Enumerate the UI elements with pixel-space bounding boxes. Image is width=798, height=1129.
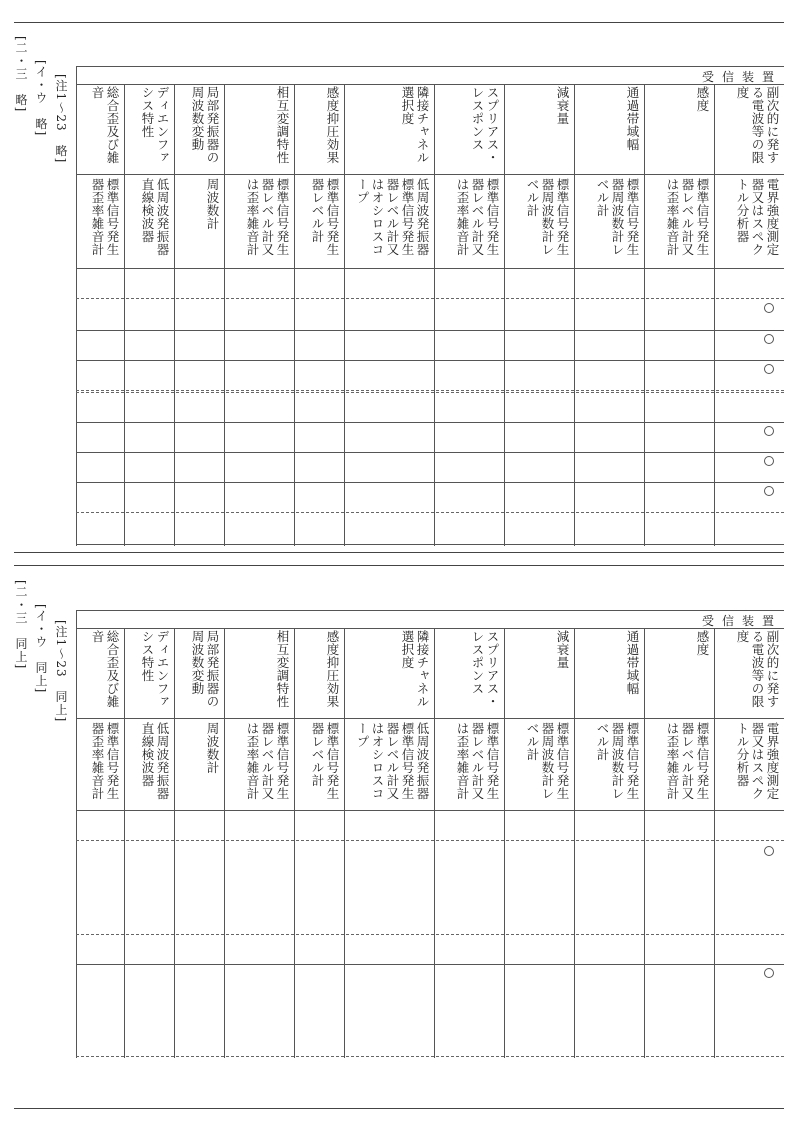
mark-circle — [764, 968, 774, 978]
column-item-label: 副次的に発する電波等の限度 — [735, 630, 780, 708]
column-instrument-label: 標準信号発生器レベル計又は歪率雑音計 — [455, 722, 500, 800]
note-ref: [注1～23 略] — [54, 74, 68, 164]
column-instrument-label: 標準信号発生器レベル計 — [310, 178, 340, 256]
column-instrument-label: 電界強度測定器又はスペクトル分析器 — [735, 178, 780, 256]
column-instrument-label: 標準信号発生器周波数計レベル計 — [525, 722, 570, 800]
column-divider — [124, 84, 125, 546]
column-divider — [574, 628, 575, 1058]
column-divider — [294, 628, 295, 1058]
column-divider — [174, 84, 175, 546]
column-instrument-label: 標準信号発生器レベル計又は歪率雑音計 — [455, 178, 500, 256]
column-instrument-label: 標準信号発生器レベル計又は歪率雑音計 — [665, 722, 710, 800]
column-item-label: 通過帯域幅 — [625, 630, 640, 695]
bottom-rule — [14, 1108, 784, 1109]
column-instrument-label: 低周波発振器標準信号発生器レベル計又はオシロスコープ — [355, 722, 430, 800]
ref-item: [イ・ウ 略] — [34, 60, 48, 137]
ref-item: [イ・ウ 同上] — [34, 604, 48, 694]
receiver-table — [76, 66, 784, 546]
column-item-label: 感度抑圧効果 — [325, 86, 340, 164]
column-divider — [714, 84, 715, 546]
column-divider — [224, 628, 225, 1058]
column-item-label: スプリアス・レスポンス — [470, 630, 500, 708]
receiver-label: 受信装置 — [701, 614, 782, 628]
column-instrument-label: 周波数計 — [205, 722, 220, 774]
mark-circle — [764, 456, 774, 466]
receiver-label: 受信装置 — [701, 70, 782, 84]
column-instrument-label: 標準信号発生器レベル計又は歪率雑音計 — [245, 178, 290, 256]
column-item-label: 局部発振器の周波数変動 — [190, 86, 220, 164]
column-divider — [644, 84, 645, 546]
note-ref: [注1～23 同上] — [54, 620, 68, 723]
column-instrument-label: 標準信号発生器周波数計レベル計 — [595, 178, 640, 256]
column-divider — [504, 84, 505, 546]
column-item-label: 隣接チャネル選択度 — [400, 86, 430, 164]
column-item-label: 副次的に発する電波等の限度 — [735, 86, 780, 164]
mark-circle — [764, 846, 774, 856]
ref-section: [二・三 略] — [14, 36, 28, 113]
column-divider — [434, 84, 435, 546]
column-item-label: 減衰量 — [555, 86, 570, 125]
column-divider — [294, 84, 295, 546]
column-item-label: 総合歪及び雑音 — [90, 630, 120, 708]
column-item-label: スプリアス・レスポンス — [470, 86, 500, 164]
column-item-label: 通過帯域幅 — [625, 86, 640, 151]
column-instrument-label: 低周波発振器直線検波器 — [140, 178, 170, 256]
column-item-label: 相互変調特性 — [275, 630, 290, 708]
column-instrument-label: 標準信号発生器周波数計レベル計 — [595, 722, 640, 800]
top-rule — [14, 22, 784, 23]
mark-circle — [764, 334, 774, 344]
column-item-label: ディエンファシス特性 — [140, 86, 170, 164]
column-divider — [714, 628, 715, 1058]
mark-circle — [764, 426, 774, 436]
column-instrument-label: 標準信号発生器周波数計レベル計 — [525, 178, 570, 256]
column-divider — [174, 628, 175, 1058]
column-item-label: 隣接チャネル選択度 — [400, 630, 430, 708]
column-item-label: 感度抑圧効果 — [325, 630, 340, 708]
column-instrument-label: 標準信号発生器レベル計 — [310, 722, 340, 800]
column-divider — [124, 628, 125, 1058]
column-item-label: 感度 — [695, 86, 710, 112]
column-item-label: 局部発振器の周波数変動 — [190, 630, 220, 708]
column-divider — [344, 628, 345, 1058]
column-item-label: 総合歪及び雑音 — [90, 86, 120, 164]
column-divider — [574, 84, 575, 546]
column-instrument-label: 標準信号発生器レベル計又は歪率雑音計 — [665, 178, 710, 256]
ref-section: [二・三 同上] — [14, 580, 28, 670]
column-instrument-label: 電界強度測定器又はスペクトル分析器 — [735, 722, 780, 800]
column-instrument-label: 低周波発振器直線検波器 — [140, 722, 170, 800]
column-instrument-label: 標準信号発生器歪率雑音計 — [90, 178, 120, 256]
column-divider — [434, 628, 435, 1058]
column-item-label: 減衰量 — [555, 630, 570, 669]
mark-circle — [764, 303, 774, 313]
column-divider — [224, 84, 225, 546]
column-instrument-label: 標準信号発生器歪率雑音計 — [90, 722, 120, 800]
receiver-table — [76, 610, 784, 1058]
mark-circle — [764, 486, 774, 496]
column-instrument-label: 周波数計 — [205, 178, 220, 230]
column-divider — [344, 84, 345, 546]
column-item-label: ディエンファシス特性 — [140, 630, 170, 708]
column-item-label: 感度 — [695, 630, 710, 656]
column-item-label: 相互変調特性 — [275, 86, 290, 164]
column-instrument-label: 低周波発振器標準信号発生器レベル計又はオシロスコープ — [355, 178, 430, 256]
middle-rule-upper — [14, 552, 784, 553]
mark-circle — [764, 364, 774, 374]
column-divider — [644, 628, 645, 1058]
column-instrument-label: 標準信号発生器レベル計又は歪率雑音計 — [245, 722, 290, 800]
middle-rule-lower — [14, 565, 784, 566]
column-divider — [504, 628, 505, 1058]
